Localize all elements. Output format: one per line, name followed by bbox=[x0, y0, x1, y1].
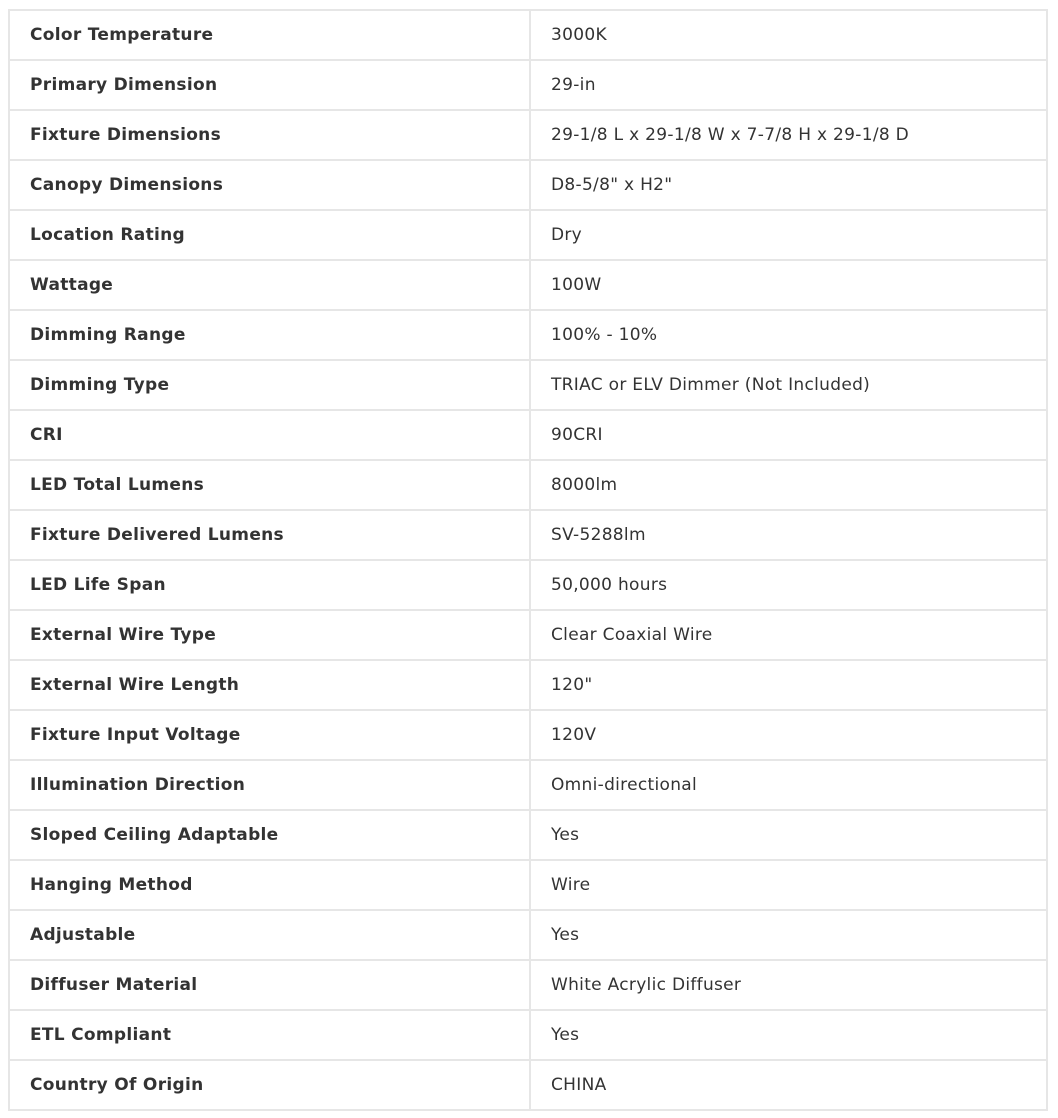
spec-value: D8-5/8" x H2" bbox=[530, 160, 1047, 210]
spec-label: Primary Dimension bbox=[9, 60, 530, 110]
spec-label: Canopy Dimensions bbox=[9, 160, 530, 210]
spec-label: Hanging Method bbox=[9, 860, 530, 910]
table-row bbox=[9, 1060, 1047, 1110]
spec-label: Location Rating bbox=[9, 210, 530, 260]
spec-value: CHINA bbox=[530, 1060, 1047, 1110]
spec-label: External Wire Type bbox=[9, 610, 530, 660]
table-row bbox=[9, 910, 1047, 960]
table-row bbox=[9, 710, 1047, 760]
spec-value: SV-5288lm bbox=[530, 510, 1047, 560]
table-row bbox=[9, 560, 1047, 610]
table-row bbox=[9, 260, 1047, 310]
spec-value: 29-in bbox=[530, 60, 1047, 110]
spec-value: TRIAC or ELV Dimmer (Not Included) bbox=[530, 360, 1047, 410]
table-row bbox=[9, 860, 1047, 910]
spec-value: 29-1/8 L x 29-1/8 W x 7-7/8 H x 29-1/8 D bbox=[530, 110, 1047, 160]
spec-label: Fixture Dimensions bbox=[9, 110, 530, 160]
spec-label: CRI bbox=[9, 410, 530, 460]
spec-label: Country Of Origin bbox=[9, 1060, 530, 1110]
spec-value: Yes bbox=[530, 810, 1047, 860]
spec-value: 90CRI bbox=[530, 410, 1047, 460]
spec-label: Diffuser Material bbox=[9, 960, 530, 1010]
spec-value: 3000K bbox=[530, 10, 1047, 60]
table-row bbox=[9, 110, 1047, 160]
table-row bbox=[9, 60, 1047, 110]
spec-value: 120V bbox=[530, 710, 1047, 760]
spec-label: Fixture Delivered Lumens bbox=[9, 510, 530, 560]
table-row bbox=[9, 760, 1047, 810]
table-row bbox=[9, 510, 1047, 560]
spec-value: Clear Coaxial Wire bbox=[530, 610, 1047, 660]
spec-value: 120" bbox=[530, 660, 1047, 710]
table-row bbox=[9, 610, 1047, 660]
table-row bbox=[9, 460, 1047, 510]
spec-label: Color Temperature bbox=[9, 10, 530, 60]
table-row bbox=[9, 1010, 1047, 1060]
spec-label: Dimming Type bbox=[9, 360, 530, 410]
spec-label: Wattage bbox=[9, 260, 530, 310]
spec-label: LED Life Span bbox=[9, 560, 530, 610]
spec-label: Fixture Input Voltage bbox=[9, 710, 530, 760]
spec-value: Yes bbox=[530, 1010, 1047, 1060]
spec-value: White Acrylic Diffuser bbox=[530, 960, 1047, 1010]
spec-label: Illumination Direction bbox=[9, 760, 530, 810]
spec-value: Dry bbox=[530, 210, 1047, 260]
spec-value: 100% - 10% bbox=[530, 310, 1047, 360]
spec-label: Adjustable bbox=[9, 910, 530, 960]
spec-value: 8000lm bbox=[530, 460, 1047, 510]
spec-value: 100W bbox=[530, 260, 1047, 310]
specifications-table bbox=[8, 9, 1048, 1111]
specifications-table-body bbox=[9, 10, 1047, 1110]
table-row bbox=[9, 960, 1047, 1010]
table-row bbox=[9, 360, 1047, 410]
table-row bbox=[9, 660, 1047, 710]
spec-label: External Wire Length bbox=[9, 660, 530, 710]
spec-value: Omni-directional bbox=[530, 760, 1047, 810]
spec-label: ETL Compliant bbox=[9, 1010, 530, 1060]
table-row bbox=[9, 410, 1047, 460]
spec-label: LED Total Lumens bbox=[9, 460, 530, 510]
spec-value: Yes bbox=[530, 910, 1047, 960]
table-row bbox=[9, 810, 1047, 860]
table-row bbox=[9, 310, 1047, 360]
spec-value: 50,000 hours bbox=[530, 560, 1047, 610]
table-row bbox=[9, 160, 1047, 210]
spec-label: Dimming Range bbox=[9, 310, 530, 360]
spec-value: Wire bbox=[530, 860, 1047, 910]
table-row bbox=[9, 210, 1047, 260]
spec-label: Sloped Ceiling Adaptable bbox=[9, 810, 530, 860]
table-row bbox=[9, 10, 1047, 60]
